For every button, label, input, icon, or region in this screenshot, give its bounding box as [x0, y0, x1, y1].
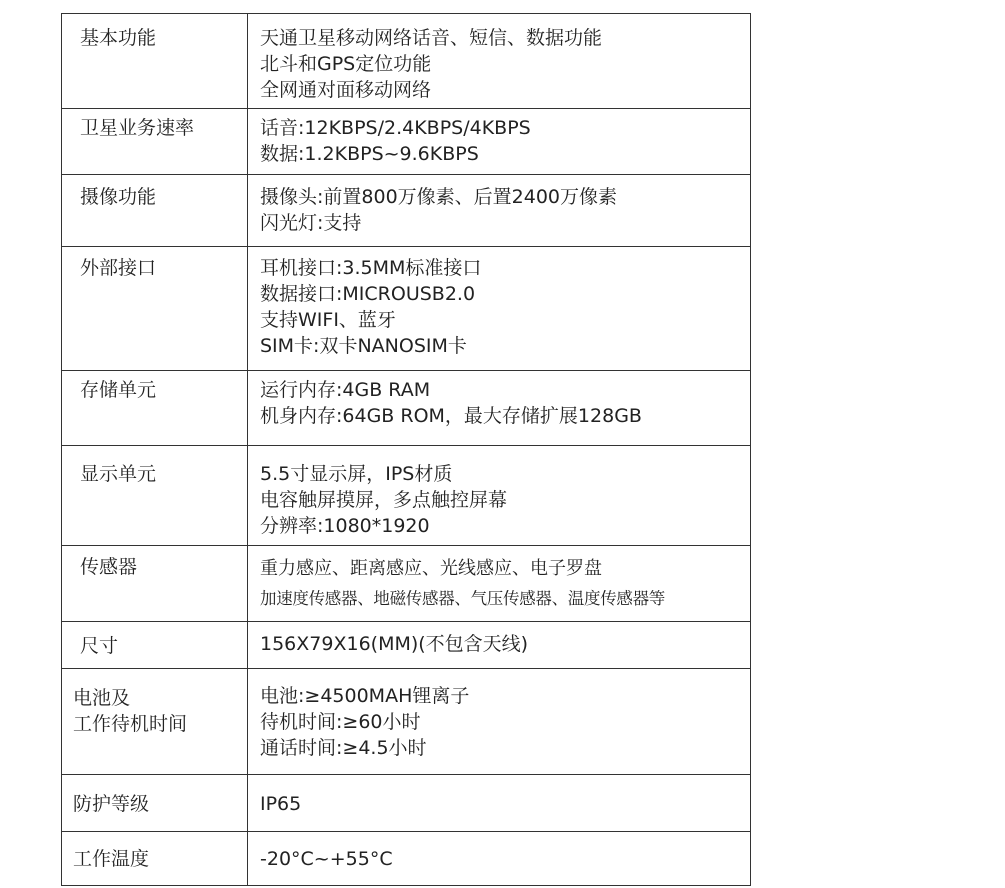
spec-value-line: 分辨率:1080*1920 — [260, 515, 430, 537]
spec-row — [62, 247, 751, 371]
spec-value-line: 全网通对面移动网络 — [260, 79, 432, 101]
spec-label-cell — [62, 622, 248, 669]
spec-value-cell — [248, 175, 751, 247]
spec-value-line: 数据接口:MICROUSB2.0 — [260, 283, 476, 305]
spec-label: 基本功能 — [80, 27, 157, 49]
spec-value-line: 天通卫星移动网络话音、短信、数据功能 — [260, 27, 603, 49]
spec-label-cell — [62, 832, 248, 886]
spec-label: 卫星业务速率 — [80, 117, 195, 139]
spec-label-cell — [62, 14, 248, 109]
spec-value-cell — [248, 14, 751, 109]
spec-value-line: 加速度传感器、地磁传感器、气压传感器、温度传感器等 — [260, 589, 666, 608]
spec-value-line: 5.5寸显示屏，IPS材质 — [260, 463, 453, 485]
spec-value-line: 重力感应、距离感应、光线感应、电子罗盘 — [260, 558, 602, 579]
spec-row — [62, 14, 751, 109]
spec-row — [62, 622, 751, 669]
spec-label-cell — [62, 446, 248, 546]
spec-value-line: 运行内存:4GB RAM — [260, 379, 431, 401]
spec-label: 传感器 — [80, 556, 138, 578]
spec-value-cell — [248, 669, 751, 775]
spec-row — [62, 669, 751, 775]
spec-label-cell — [62, 546, 248, 622]
spec-value-cell — [248, 371, 751, 446]
spec-value-line: 电池:≥4500MAH锂离子 — [260, 685, 470, 707]
spec-label-cell — [62, 775, 248, 832]
spec-row — [62, 546, 751, 622]
spec-value-line: 话音:12KBPS/2.4KBPS/4KBPS — [260, 117, 531, 139]
spec-value-line: 北斗和GPS定位功能 — [260, 53, 432, 75]
spec-row — [62, 832, 751, 886]
spec-value-line: -20°C~+55°C — [260, 848, 393, 870]
spec-value-line: 电容触屏摸屏，多点触控屏幕 — [260, 489, 508, 511]
spec-value-line: 机身内存:64GB ROM，最大存储扩展128GB — [260, 405, 642, 427]
spec-row — [62, 775, 751, 832]
spec-value-line: 通话时间:≥4.5小时 — [260, 737, 427, 759]
spec-value-cell — [248, 832, 751, 886]
spec-value-line: 耳机接口:3.5MM标准接口 — [260, 257, 482, 279]
spec-value-cell — [248, 775, 751, 832]
spec-value-line: 支持WIFI、蓝牙 — [260, 309, 396, 331]
spec-value-line: 待机时间:≥60小时 — [260, 711, 421, 733]
spec-label-cell — [62, 371, 248, 446]
spec-value-line: IP65 — [260, 793, 302, 815]
spec-value-line: 156X79X16(MM)(不包含天线) — [260, 633, 529, 655]
spec-label-cell — [62, 247, 248, 371]
spec-label: 电池及 工作待机时间 — [73, 687, 188, 735]
spec-label: 存储单元 — [80, 379, 157, 401]
spec-value-cell — [248, 446, 751, 546]
spec-row — [62, 109, 751, 175]
spec-label: 摄像功能 — [80, 186, 157, 208]
spec-label: 防护等级 — [73, 793, 150, 815]
spec-value-cell — [248, 247, 751, 371]
spec-value-line: 摄像头:前置800万像素、后置2400万像素 — [260, 186, 618, 208]
spec-value-cell — [248, 546, 751, 622]
spec-row — [62, 175, 751, 247]
spec-label: 尺寸 — [80, 635, 119, 657]
spec-value-line: 数据:1.2KBPS~9.6KBPS — [260, 143, 479, 165]
spec-row — [62, 371, 751, 446]
spec-label-cell — [62, 109, 248, 175]
spec-value-line: 闪光灯:支持 — [260, 212, 362, 234]
spec-row — [62, 446, 751, 546]
spec-label-cell — [62, 175, 248, 247]
spec-value-line: SIM卡:双卡NANOSIM卡 — [260, 335, 467, 357]
spec-label: 显示单元 — [80, 463, 157, 485]
spec-value-cell — [248, 622, 751, 669]
spec-label: 工作温度 — [73, 848, 150, 870]
spec-table — [61, 13, 751, 886]
spec-label-cell — [62, 669, 248, 775]
spec-value-cell — [248, 109, 751, 175]
spec-label: 外部接口 — [80, 257, 157, 279]
